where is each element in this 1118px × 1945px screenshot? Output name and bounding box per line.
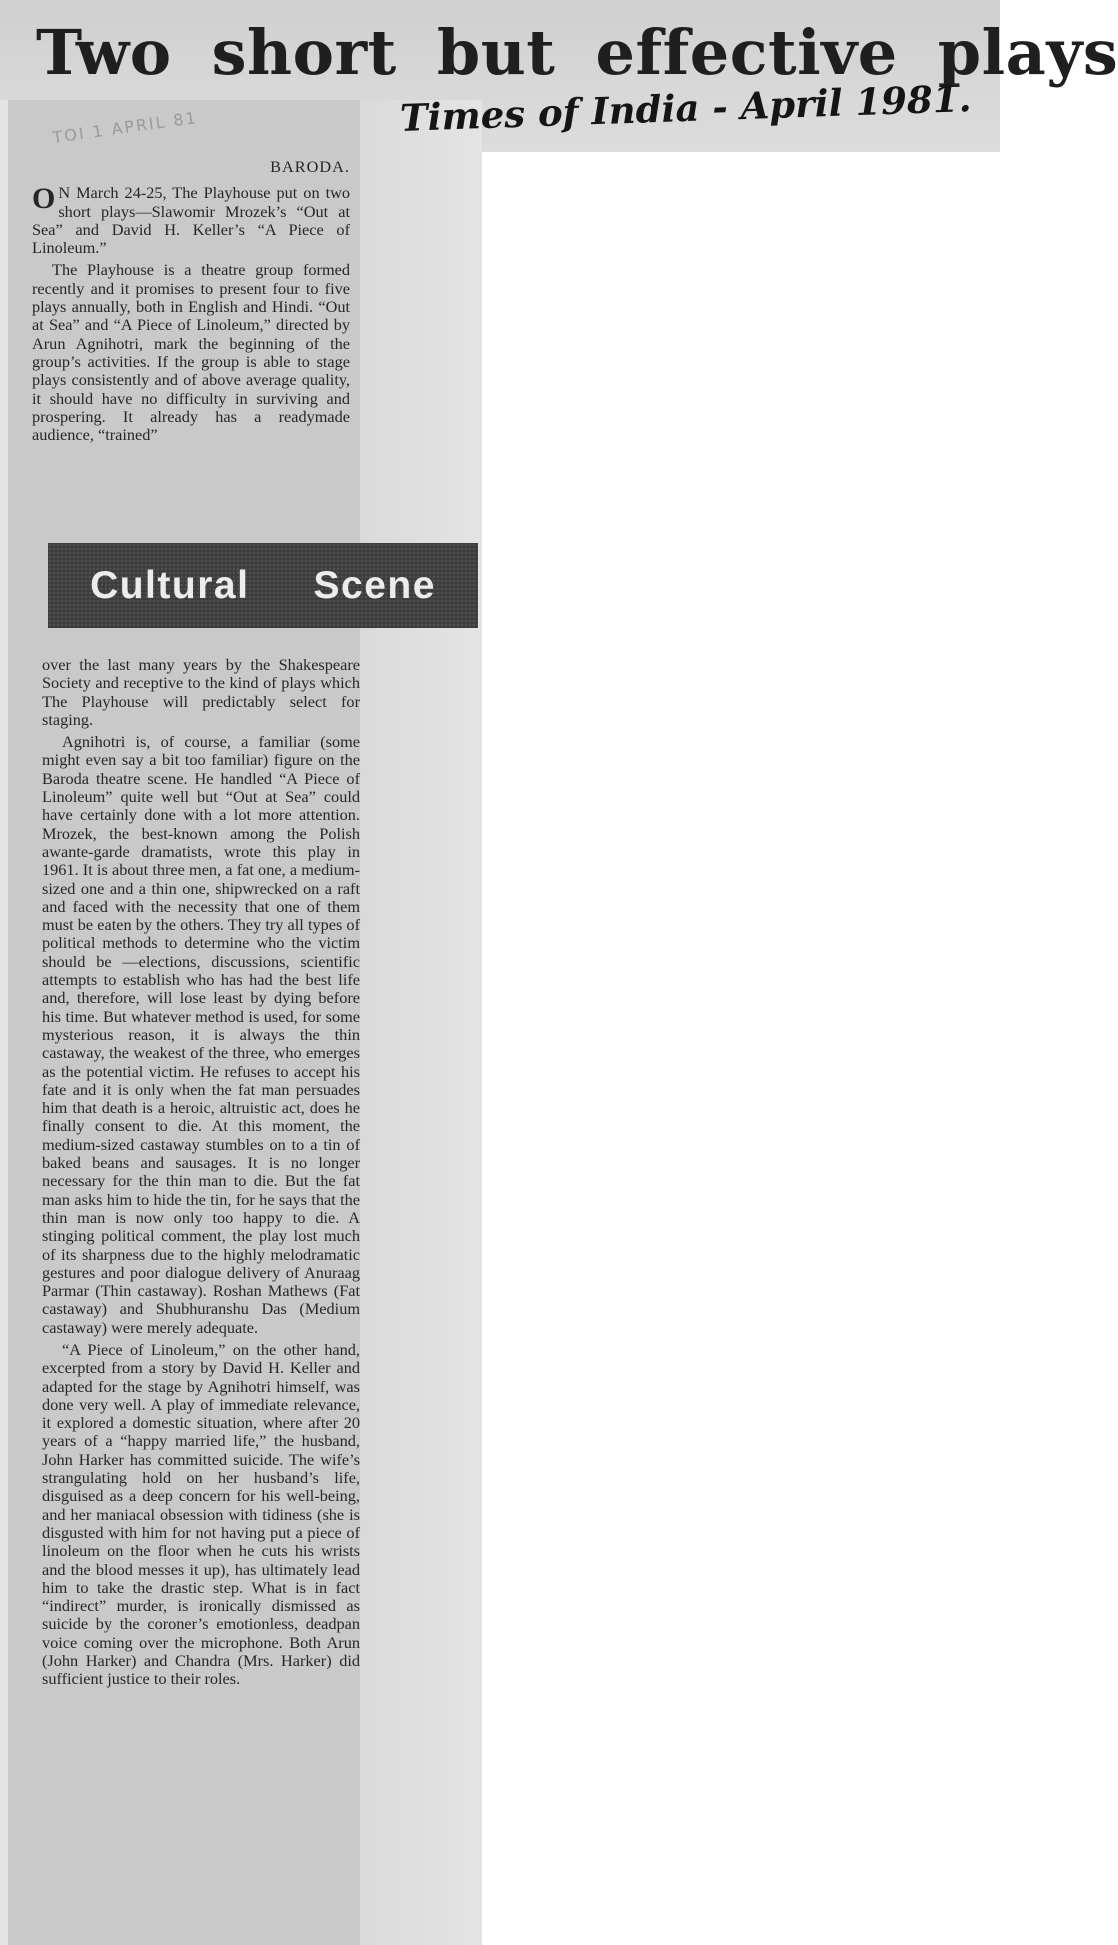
paper-strip [360, 100, 482, 1945]
article-paragraph: Agnihotri is, of course, a familiar (some might even say a bit too familiar) figure on the Baroda theatre scene. He handled “A Piece of Linoleum” quite well but “Out at Sea” could have certainly done with a lot more attention. Mrozek, the best-known among the Polish awante-garde dramatists, wrote this play in 1961. It is about three men, a fat one, a medium-sized one and a thin one, shipwrecked on a raft and faced with the necessity that one of them must be eaten by the others. They try all types of political methods to determine who the victim should be —elections, discussions, scientific attempts to establish who has had the best life and, therefore, will lose least by dying before his time. But whatever method is used, for some mysterious reason, it is always the thin castaway, the weakest of the three, who emerges as the potential victim. He refuses to accept his fate and it is only when the fat man persuades him that death is a heroic, altruistic act, does he finally consent to die. At this moment, the medium-sized castaway stumbles on to a tin of baked beans and sausages. It is no longer necessary for the thin man to die. But the fat man asks him to hide the tin, for he says that the thin man is now only too happy to die. A stinging political comment, the play lost much of its sharpness due to the highly melodramatic gestures and poor dialogue delivery of Anuraag Parmar (Thin castaway). Roshan Mathews (Fat castaway) and Shubhuranshu Das (Medium castaway) were merely adequate. [42, 732, 360, 1337]
column-cut-edge [28, 494, 358, 514]
article-paragraph: ON March 24-25, The Playhouse put on two short plays—Slawomir Mrozek’s “Out at Sea” and David H. Keller’s “A Piece of Linoleum.” [32, 182, 350, 258]
article-column-bottom [42, 656, 360, 1689]
article-paragraph: The Playhouse is a theatre group formed recently and it promises to present four to five plays annually, both in English and Hindi. “Out at Sea” and “A Piece of Linoleum,” directed by Arun Agnihotri, mark the beginning of the group’s activities. If the group is able to stage plays consistently and of above average quality, it should have no difficulty in surviving and prospering. It already has a readymade audience, “trained” [32, 260, 350, 445]
dateline: BARODA. [270, 157, 350, 176]
cultural-scene-banner [48, 543, 478, 628]
article-column-top [32, 158, 350, 444]
handwritten-source-note: Times of India - April 1981. [399, 76, 973, 140]
headline: Two short but effective plays [36, 16, 1118, 89]
banner-word: Scene [313, 563, 436, 607]
banner-word: Cultural [90, 563, 250, 607]
article-paragraph: “A Piece of Linoleum,” on the other hand, excerpted from a story by David H. Keller and adapted for the stage by Agnihotri himself, was done very well. A play of immediate relevance, it explored a domestic situation, where after 20 years of a “happy married life,” the husband, John Harker has committed suicide. The wife’s strangulating hold on her husband’s life, disguised as a deep concern for his well-being, and her maniacal obsession with tidiness (she is disgusted with him for not having put a piece of linoleum on the floor when he cuts his wrists and the blood messes it up), has ultimately lead him to take the drastic step. What is in fact “indirect” murder, is ironically dismissed as suicide by the coroner’s emotionless, deadpan voice coming over the microphone. Both Arun (John Harker) and Chandra (Mrs. Harker) did sufficient justice to their roles. [42, 1339, 360, 1689]
article-paragraph: over the last many years by the Shakespeare Society and receptive to the kind of plays which The Playhouse will predictably select for staging. [42, 655, 360, 729]
pencil-date-mark: TOI 1 APRIL 81 [51, 107, 199, 148]
